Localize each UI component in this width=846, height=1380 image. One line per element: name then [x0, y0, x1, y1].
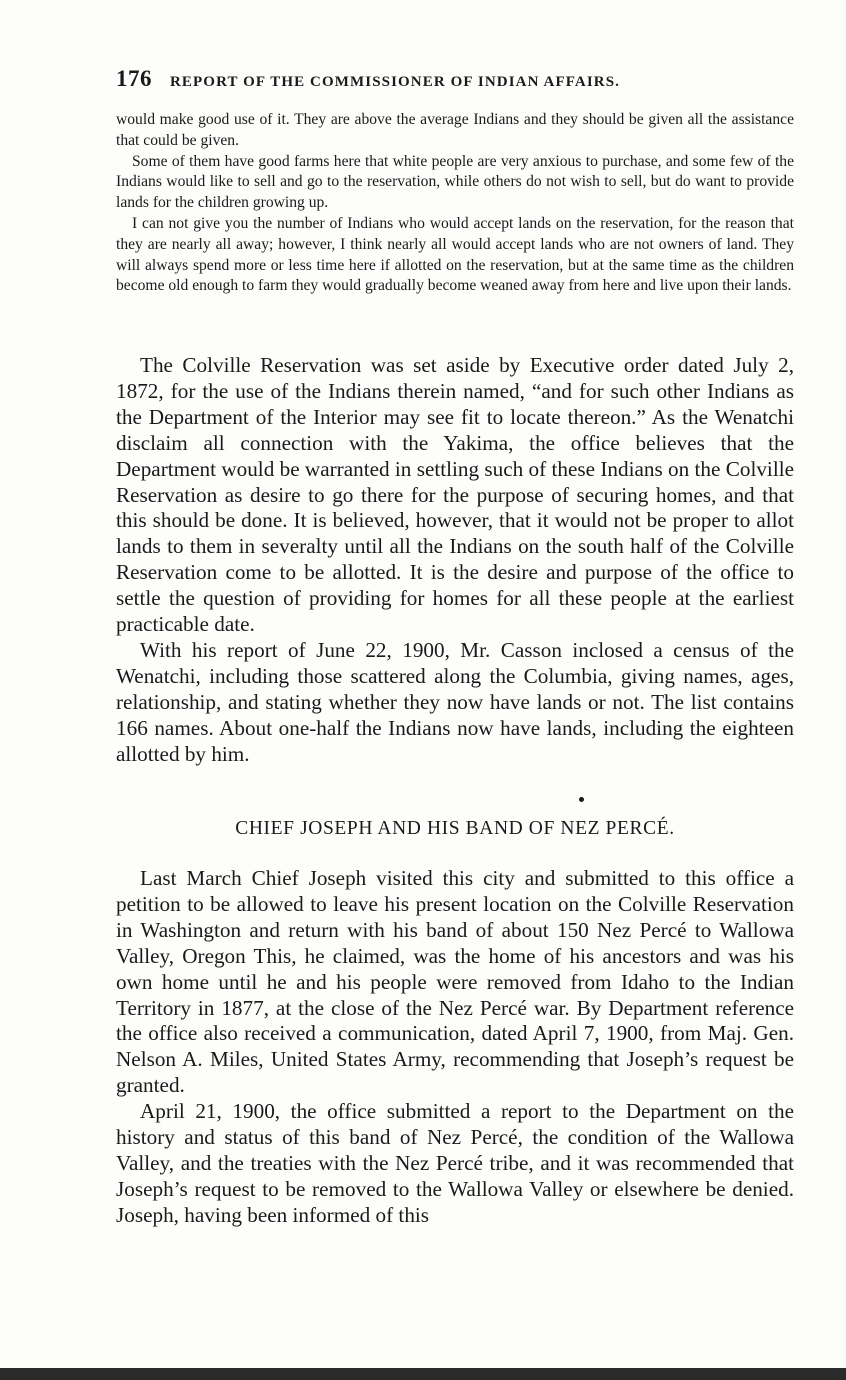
page-number: 176 [116, 66, 152, 91]
scan-bottom-edge [0, 1368, 846, 1380]
chief-joseph-section [116, 866, 794, 1229]
running-head: REPORT OF THE COMMISSIONER OF INDIAN AFFAIRS. [170, 74, 620, 90]
letter-paragraph: Some of them have good farms here that white people are very anxious to purchase, and some few of the Indians would like to sell and go to the reservation, while others do not wish to sell, but do want to provide lands for the children growing up. [116, 152, 794, 212]
body-paragraph: With his report of June 22, 1900, Mr. Casson inclosed a census of the Wenatchi, including those scattered along the Columbia, giving names, ages, relationship, and stating whether they now have lands or not. The list contains 166 names. About one-half the Indians now have lands, including the eighteen allotted by him. [116, 637, 794, 766]
page-header [116, 66, 796, 92]
letter-paragraph: I can not give you the number of Indians who would accept lands on the reservation, for the reason that they are nearly all away; however, I think nearly all would accept lands who are not owners of land. They will always spend more or less time here if allotted on the reservation, but at the same time as the children become old enough to farm they would gradually become weaned away from here and live upon their lands. [116, 214, 794, 295]
body-paragraph: The Colville Reservation was set aside by Executive order dated July 2, 1872, for the use of the Indians therein named, “and for such other Indians as the Department of the Interior may see fit to locate thereon.” As the Wenatchi disclaim all connection with the Yakima, the office believes that the Department would be warranted in settling such of these Indians on the Colville Reservation as desire to go there for the purpose of securing homes, and that this should be done. It is believed, however, that it would not be proper to allot lands to them in severalty until all the Indians on the south half of the Colville Reservation come to be allotted. It is the desire and purpose of the office to settle the question of providing for homes for all these people at the earliest practicable date. [116, 353, 794, 637]
letter-paragraph: would make good use of it. They are above the average Indians and they should be given all the assistance that could be given. [116, 111, 794, 149]
print-dot [579, 797, 584, 802]
section-heading: CHIEF JOSEPH AND HIS BAND OF NEZ PERCÉ. [235, 818, 675, 839]
body-paragraph: Last March Chief Joseph visited this city and submitted to this office a petition to be allowed to leave his present location on the Colville Reservation in Washington and return with his band of about 150 Nez Percé to Wallowa Valley, Oregon This, he claimed, was the home of his ancestors and was his own home until he and his people were removed from Idaho to the Indian Territory in 1877, at the close of the Nez Percé war. By Department reference the office also received a communication, dated April 7, 1900, from Maj. Gen. Nelson A. Miles, United States Army, recommending that Joseph’s request be granted. [116, 866, 794, 1098]
quoted-letter [116, 110, 794, 297]
colville-section [116, 353, 794, 768]
body-paragraph: April 21, 1900, the office submitted a report to the Department on the history and status of this band of Nez Percé, the condition of the Wallowa Valley, and the treaties with the Nez Percé tribe, and it was recommended that Joseph’s request to be removed to the Wallowa Valley or elsewhere be denied. Joseph, having been informed of this [116, 1099, 794, 1227]
